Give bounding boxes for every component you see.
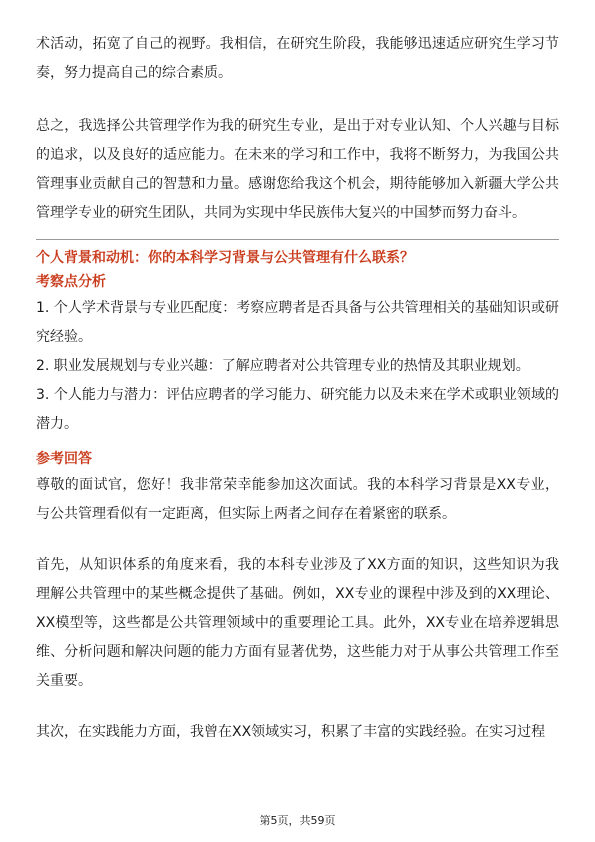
spacer: [36, 439, 559, 448]
answer-heading: 参考回答: [36, 451, 92, 467]
question-heading: 个人背景和动机：你的本科学习背景与公共管理有什么联系？: [36, 250, 414, 266]
spacer: [36, 88, 559, 112]
page-footer: [0, 812, 595, 828]
intro-paragraph-1: 术活动，拓宽了自己的视野。我相信，在研究生阶段，我能够迅速适应研究生学习节奏，努力提高自己的综合素质。: [36, 36, 559, 81]
spacer: [36, 228, 559, 237]
intro-paragraph-2: 总之，我选择公共管理学作为我的研究生专业，是出于对专业认知、个人兴趣与目标的追求，以及良好的适应能力。在未来的学习和工作中，我将不断努力，为我国公共管理事业贡献自己的智慧和力量。感谢您给我这个机会，期待能够加入新疆大学公共管理学专业的研究生团队，共同为实现中华民族伟大复兴的中国梦而努力奋斗。: [36, 118, 559, 221]
analysis-heading: 考察点分析: [36, 274, 106, 290]
spacer: [36, 529, 559, 551]
section-divider: [36, 239, 559, 240]
analysis-item-3: 3. 个人能力与潜力：评估应聘者的学习能力、研究能力以及未来在学术或职业领域的潜力。: [36, 387, 559, 432]
answer-paragraph-1: 尊敬的面试官，您好！我非常荣幸能参加这次面试。我的本科学习背景是XX专业，与公共管理看似有一定距离，但实际上两者之间存在着紧密的联系。: [36, 477, 559, 522]
analysis-list: [36, 294, 559, 439]
answer-paragraph-3: 其次，在实践能力方面，我曾在XX领域实习，积累了丰富的实践经验。在实习过程: [36, 724, 546, 740]
document-page: [36, 30, 559, 747]
answer-paragraph-2: 首先，从知识体系的角度来看，我的本科专业涉及了XX方面的知识，这些知识为我理解公共管理中的某些概念提供了基础。例如，XX专业的课程中涉及到的XX理论、XX模型等，这些都是公共管理领域中的重要理论工具。此外，XX专业在培养逻辑思维、分析问题和解决问题的能力方面有显著优势，这些能力对于从事公共管理工作至关重要。: [36, 557, 559, 689]
spacer: [36, 696, 559, 718]
page-number-label: 第5页，共59页: [259, 814, 336, 827]
analysis-item-2: 2. 职业发展规划与专业兴趣：了解应聘者对公共管理专业的热情及其职业规划。: [36, 358, 530, 374]
analysis-item-1: 1. 个人学术背景与专业匹配度：考察应聘者是否具备与公共管理相关的基础知识或研究经验。: [36, 300, 559, 345]
